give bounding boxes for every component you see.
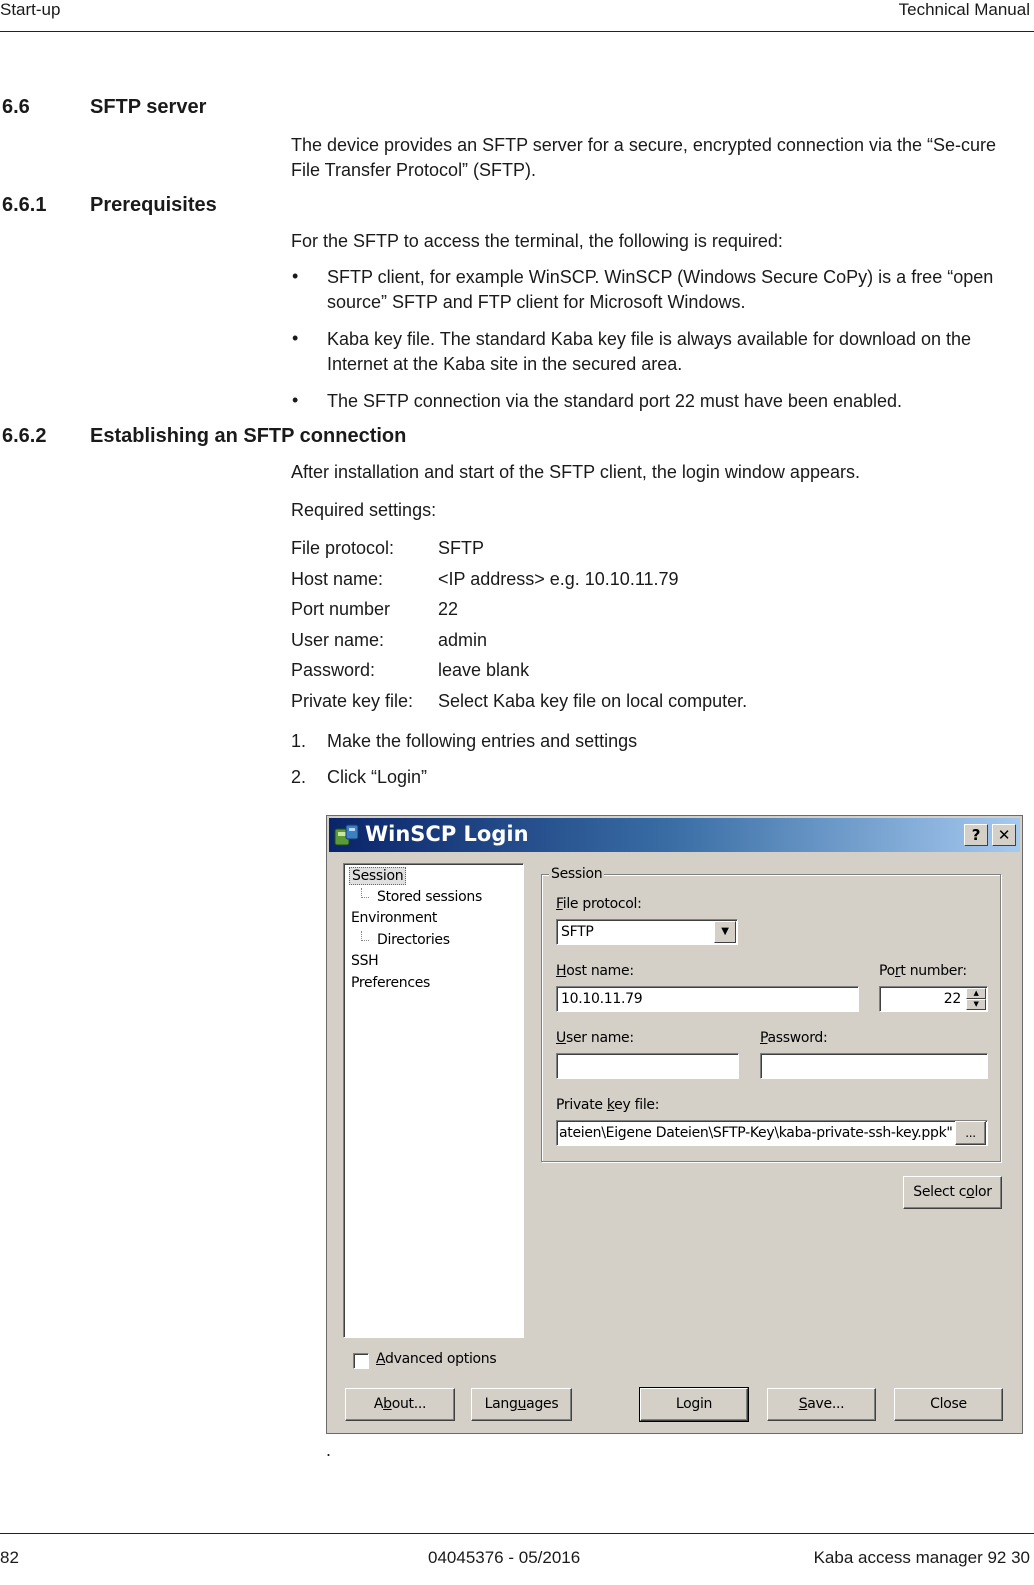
private-key-label: Private key file: [556, 1097, 660, 1113]
subsection-number: 6.6.2 [2, 425, 47, 447]
setting-key: Host name: [291, 569, 384, 589]
settings-tree[interactable] [343, 863, 524, 1338]
spin-up-icon[interactable]: ▲ [966, 988, 986, 999]
save-button[interactable]: Save... [767, 1388, 876, 1421]
subsection-title: Prerequisites [90, 194, 217, 216]
setting-value: <IP address> e.g. 10.10.11.79 [438, 569, 679, 589]
help-button[interactable]: ? [964, 824, 988, 846]
user-name-label: User name: [556, 1030, 634, 1046]
file-protocol-select[interactable] [556, 919, 738, 945]
winscp-login-dialog [326, 815, 1023, 1434]
user-name-input[interactable] [556, 1053, 739, 1079]
setting-value: 22 [438, 599, 459, 619]
tree-item-stored-sessions[interactable]: Stored sessions [377, 889, 482, 905]
private-key-path: ateien\Eigene Dateien\SFTP-Key\kaba-private-ssh-key.ppk" [559, 1125, 953, 1141]
tree-item-directories[interactable]: Directories [377, 932, 450, 948]
page-header [0, 0, 1034, 32]
subsection-title: Establishing an SFTP connection [90, 425, 407, 447]
chevron-down-icon[interactable]: ▼ [714, 921, 736, 943]
section-paragraph: The device provides an SFTP server for a secure, encrypted connection via the “Se-cure File Transfer Protocol” (SFTP). [291, 135, 997, 180]
password-input[interactable] [760, 1053, 988, 1079]
session-groupbox [541, 874, 1001, 1162]
required-settings-label: Required settings: [291, 500, 437, 520]
page-number: 82 [0, 1548, 19, 1567]
bullet-marker: • [292, 266, 299, 286]
session-group-label: Session [551, 866, 603, 882]
subsection-number: 6.6.1 [2, 194, 47, 216]
host-name-label: Host name: [556, 963, 634, 979]
setting-key: Password: [291, 660, 376, 680]
browse-key-button[interactable]: ... [955, 1121, 986, 1145]
page-footer [0, 1533, 1034, 1585]
close-window-button[interactable]: ✕ [992, 824, 1016, 846]
connection-intro: After installation and start of the SFTP client, the login window appears. [291, 462, 860, 482]
bullet-marker: • [292, 390, 299, 410]
header-chapter: Start-up [0, 0, 61, 19]
port-number-label: Port number: [879, 963, 967, 979]
login-button[interactable]: Login [640, 1388, 748, 1421]
tree-connector [361, 931, 369, 941]
step-number: 2. [291, 767, 307, 787]
section-number: 6.6 [2, 96, 30, 118]
setting-key: File protocol: [291, 538, 395, 558]
winscp-app-icon [334, 823, 360, 847]
select-color-button[interactable]: Select color [903, 1176, 1002, 1209]
port-number-value: 22 [943, 991, 961, 1007]
trailing-dot: . [326, 1440, 332, 1460]
file-protocol-value: SFTP [561, 924, 594, 940]
tree-connector [361, 888, 369, 898]
setting-value: Select Kaba key file on local computer. [438, 691, 748, 711]
private-key-input[interactable] [556, 1120, 988, 1146]
prereq-intro: For the SFTP to access the terminal, the following is required: [291, 231, 783, 251]
setting-value: admin [438, 630, 488, 650]
prereq-bullet-2: Kaba key file. The standard Kaba key file is always available for download on the Internet at the Kaba site in the secured area. [327, 329, 972, 374]
tree-item-preferences[interactable]: Preferences [351, 975, 431, 991]
product-name: Kaba access manager 92 30 [813, 1548, 1030, 1567]
setting-value: SFTP [438, 538, 485, 558]
step-text: Make the following entries and settings [327, 731, 638, 751]
languages-button[interactable]: Languages [471, 1388, 572, 1421]
advanced-options-label[interactable]: Advanced options [376, 1351, 497, 1367]
tree-item-environment[interactable]: Environment [351, 910, 438, 926]
port-number-stepper[interactable] [879, 986, 988, 1012]
setting-key: User name: [291, 630, 385, 650]
setting-value: leave blank [438, 660, 530, 680]
document-id: 04045376 - 05/2016 [428, 1548, 581, 1567]
password-label: Password: [760, 1030, 828, 1046]
advanced-options-checkbox[interactable] [353, 1353, 369, 1369]
prereq-bullet-1: SFTP client, for example WinSCP. WinSCP (Windows Secure CoPy) is a free “open source” SFTP and FTP client for Microsoft Windows. [327, 267, 994, 312]
setting-key: Port number [291, 599, 391, 619]
header-doc-type: Technical Manual [898, 0, 1030, 19]
step-text: Click “Login” [327, 767, 428, 787]
prereq-bullet-3: The SFTP connection via the standard port 22 must have been enabled. [327, 391, 903, 411]
step-number: 1. [291, 731, 307, 751]
host-name-input[interactable]: 10.10.11.79 [556, 986, 859, 1012]
dialog-titlebar [329, 818, 1020, 852]
file-protocol-label: File protocol: [556, 896, 642, 912]
tree-item-ssh[interactable]: SSH [351, 953, 379, 969]
about-button[interactable]: About... [345, 1388, 455, 1421]
close-button[interactable]: Close [894, 1388, 1003, 1421]
tree-item-session[interactable]: Session [349, 867, 406, 885]
port-spin-buttons[interactable] [966, 988, 986, 1010]
spin-down-icon[interactable]: ▼ [966, 999, 986, 1010]
bullet-marker: • [292, 328, 299, 348]
section-title: SFTP server [90, 96, 207, 118]
dialog-title: WinSCP Login [365, 822, 529, 846]
setting-key: Private key file: [291, 691, 414, 711]
